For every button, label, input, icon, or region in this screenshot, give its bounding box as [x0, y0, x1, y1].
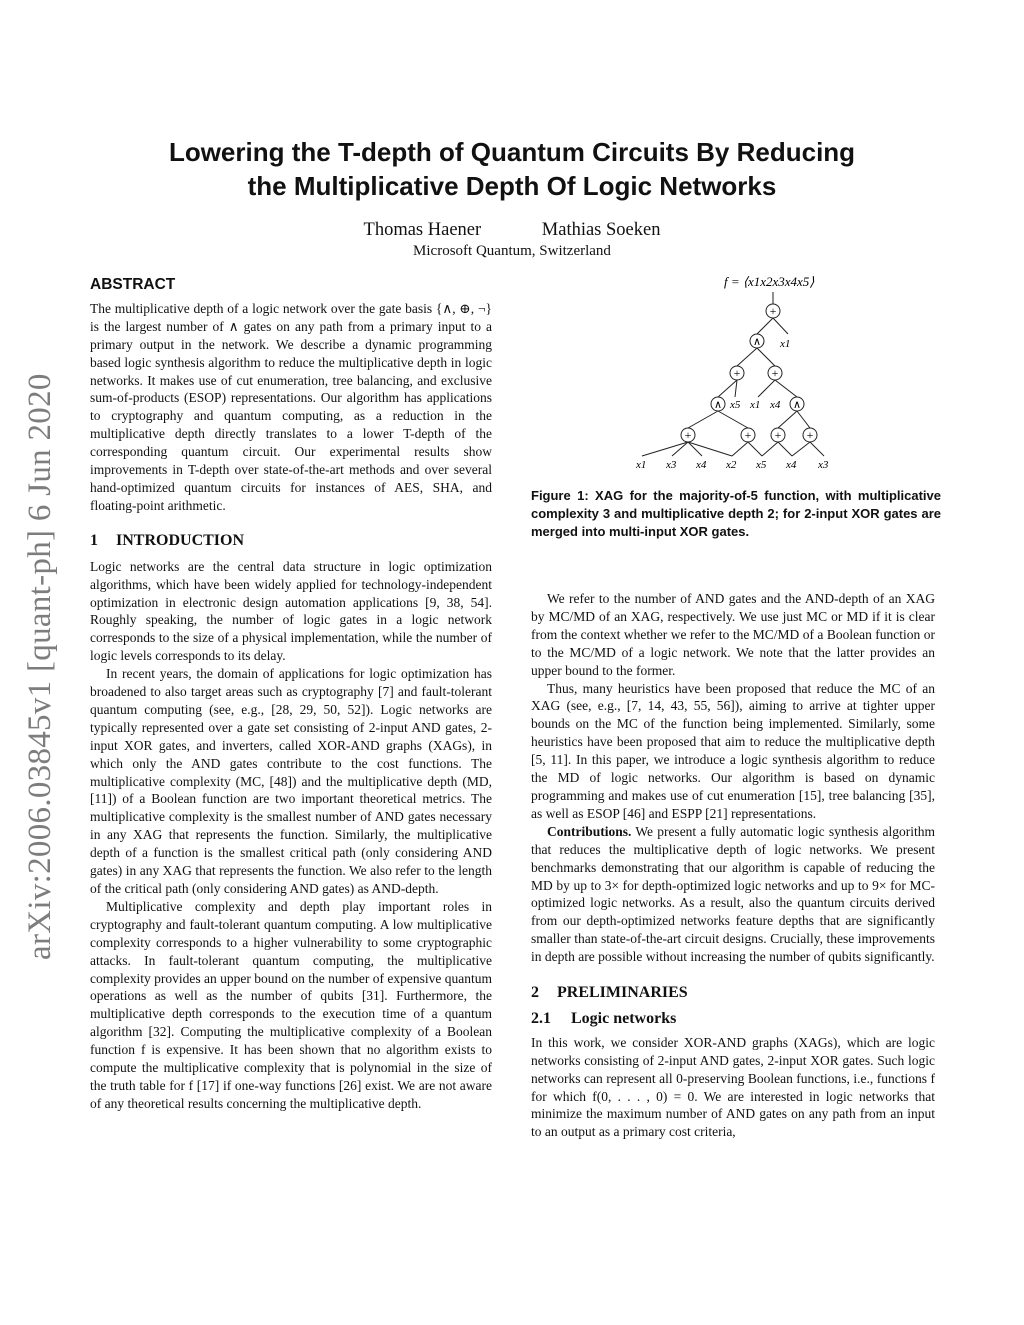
body-paragraph: In this work, we consider XOR-AND graphs (XAGs), which are logic networks consisting of 2-input AND gates, 2-input XOR gates. Such logic networks can represent all 0-preserving Boolean functions, i.e., functions f for which f(0, . . . , 0) = 0. We are interested in logic networks that minimize the maximum number of AND gates on any path from an input to an output as a primary cost criteria, — [531, 1034, 935, 1140]
xor-gate-symbol: + — [744, 428, 752, 442]
abstract-heading: ABSTRACT — [90, 276, 176, 293]
leaf-label: x3 — [818, 459, 829, 471]
leaf-label: x3 — [666, 459, 677, 471]
xor-gate-symbol: + — [733, 366, 741, 380]
body-paragraph: We refer to the number of AND gates and the AND-depth of an XAG by MC/MD of an XAG, respectively. We use just MC or MD if it is clear from the context whether we refer to the MC/MD of a Boolean function or to the MC/MD of a logic network. We note that the latter provides an upper bound to the former. — [531, 591, 935, 678]
leaf-label: x5 — [756, 459, 767, 471]
affiliation: Microsoft Quantum, Switzerland — [413, 243, 611, 259]
abstract-text: The multiplicative depth of a logic network over the gate basis {∧, ⊕, ¬} is the largest number of ∧ gates on any path from a primary input to a primary output in the network. We describe a dynamic programming based logic synthesis algorithm to reduce the multiplicative depth in logic networks. It makes use of cut enumeration, tree balancing, and exclusive sum-of-products (ESOP) representations. Our algorithm has applications to cryptography and quantum computing, as a reduction in the multiplicative depth directly translates to a lower T-depth of the corresponding quantum circuit. Our experimental results show improvements in T-depth over state-of-the-art methods and over several hand-optimized quantum circuits for instances of AES, SHA, and floating-point arithmetic. — [90, 300, 492, 513]
body-paragraph: Thus, many heuristics have been proposed that reduce the MC of an XAG (see, e.g., [7, 14, 43, 55, 56]), aiming to arrive at tighter upper bounds on the MC of the function being implemented. Similarly, some heuristics have been proposed that aim to reduce the multiplicative depth [5, 11]. In this paper, we introduce a logic synthesis algorithm to reduce the MD of logic networks. Our algorithm is based on dynamic programming and makes use of cut enumeration [15], tree balancing [35], as well as ESOP [46] and ESPP [21] representations. — [531, 680, 935, 821]
section-title: PRELIMINARIES — [557, 984, 688, 1002]
intro-paragraph: In recent years, the domain of applications for logic optimization has broadened to also target areas such as cryptography [7] and fault-tolerant quantum computing (see, e.g., [28, 29, 50, 52]). Logic networks are typically represented over a gate set consisting of 2-input AND gates, 2-input XOR gates, and inverters, called XOR-AND graphs (XAGs), in which only the AND gates contribute to the cost functions. The multiplicative complexity (MC, [48]) and the multiplicative depth (MD, [11]) of a Boolean function are two important theoretical metrics. The multiplicative complexity is the smallest number of AND gates necessary in any XAG that represents the function. Similarly, the multiplicative depth of a function is the smallest critical path (only considering AND gates) in any XAG that represents the function. We also refer to the length of the critical path (only considering AND gates) as AND-depth. — [90, 666, 492, 896]
title-line-2: the Multiplicative Depth Of Logic Networks — [247, 171, 777, 201]
leaf-label: x1 — [636, 459, 647, 471]
intro-paragraph: Multiplicative complexity and depth play important roles in cryptography and fault-tolerant quantum computing. A low multiplicative complexity corresponds to a higher vulnerability to some cryptographic attacks. In fault-tolerant quantum computing, the multiplicative complexity provides an upper bound on the number of expensive quantum operations as well as the number of qubits [31]. Furthermore, the multiplicative depth corresponds to the execution time of a quantum algorithm [32]. Computing the multiplicative complexity of a Boolean function f is expensive. It has been shown that no algorithm exists to compute the multiplicative complexity that is polynomial in the size of the truth table for f [17] if one-way functions [26] exist. We are not aware of any theoretical results concerning the multiplicative depth. — [90, 898, 492, 1111]
and-gate-symbol: ∧ — [752, 336, 762, 348]
xor-gate-symbol: + — [769, 304, 777, 318]
intro-paragraph: Logic networks are the central data structure in logic optimization algorithms, which have been widely applied for technology-independent optimization in electronic design automation applications [9, 38, 54]. Roughly speaking, the number of logic gates in a logic network corresponds to the size of a physical implementation, while the number of logic levels corresponds to its delay. — [90, 558, 492, 664]
xor-gate-symbol: + — [774, 428, 782, 442]
subsection-number: 2.1 — [531, 1009, 551, 1027]
input-label: x4 — [770, 399, 781, 411]
function-label: f = ⟨x1x2x3x4x5⟩ — [724, 274, 815, 289]
xor-gate-symbol: + — [771, 366, 779, 380]
paper-title — [90, 135, 934, 203]
input-label: x1 — [750, 399, 761, 411]
and-gate-symbol: ∧ — [713, 399, 723, 411]
arxiv-stamp: arXiv:2006.03845v1 [quant-ph] 6 Jun 2020 — [22, 373, 58, 960]
leaf-label: x4 — [696, 459, 707, 471]
section-title: INTRODUCTION — [116, 531, 245, 549]
section-number: 2 — [531, 984, 539, 1002]
left-column — [90, 276, 492, 1113]
section-1-heading — [90, 532, 492, 550]
input-label: x5 — [730, 399, 741, 411]
contributions-label: Contributions. — [547, 823, 632, 839]
and-gate-symbol: ∧ — [792, 399, 802, 411]
author-list — [0, 220, 1024, 241]
section-number: 1 — [90, 531, 98, 549]
input-label: x1 — [780, 338, 791, 350]
xor-gate-symbol: + — [684, 428, 692, 442]
subsection-2-1-heading — [531, 1010, 935, 1028]
leaf-label: x2 — [726, 459, 737, 471]
right-column — [531, 590, 935, 1141]
xag-gates — [681, 304, 817, 442]
author-name: Mathias Soeken — [541, 220, 661, 240]
contributions-text: We present a fully automatic logic synthesis algorithm that reduces the multiplicative depth of logic networks. We present benchmarks demonstrating that our algorithm is capable of reducing the MD by up to 3× for depth-optimized logic networks and up to 9× for MC-optimized logic networks. As a result, also the quantum circuits derived from our depth-optimized networks feature depths that are significantly smaller than state-of-the-art circuit designs. Crucially, these improvements in depth are possible without increasing the number of qubits significantly. — [531, 823, 936, 965]
xor-gate-symbol: + — [806, 428, 814, 442]
xag-figure — [620, 268, 840, 478]
figure-caption: Figure 1: XAG for the majority-of-5 function, with multiplicative complexity 3 and multiplicative depth 2; for 2-input XOR gates are merged into multi-input XOR gates. — [531, 488, 941, 539]
subsection-title: Logic networks — [571, 1009, 677, 1027]
contributions-paragraph — [531, 823, 935, 966]
leaf-label: x4 — [786, 459, 797, 471]
section-2-heading — [531, 984, 935, 1002]
title-line-1: Lowering the T-depth of Quantum Circuits By Reducing — [168, 137, 856, 167]
author-name: Thomas Haener — [363, 220, 482, 240]
